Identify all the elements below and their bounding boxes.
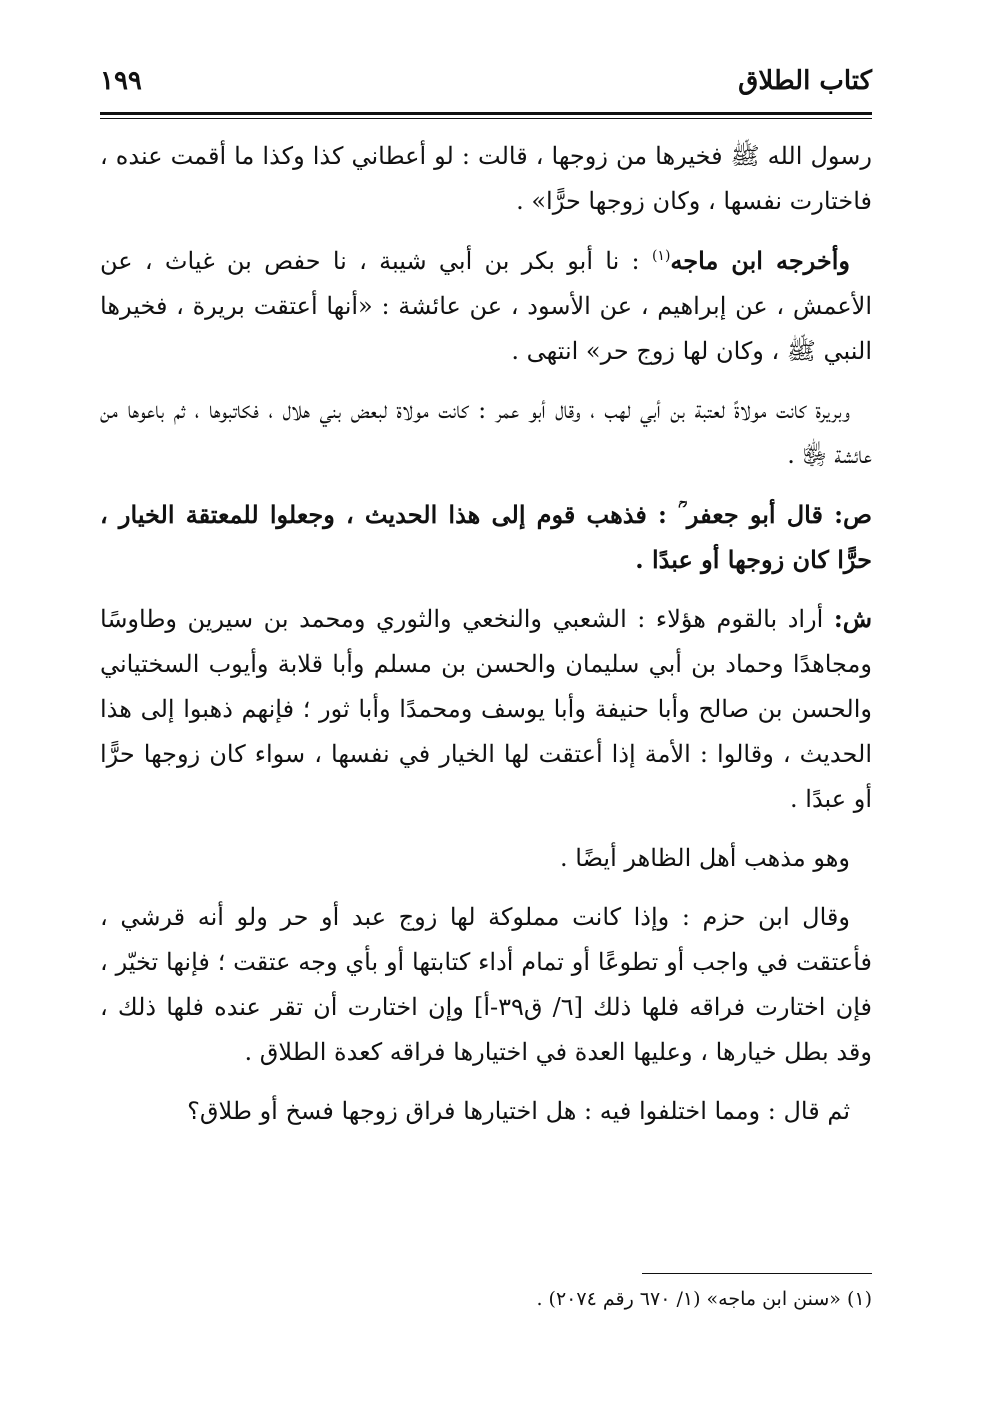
paragraph-barira xyxy=(100,388,872,478)
paragraph-text: رسول الله ﷺ فخيرها من زوجها ، قالت : لو أعطاني كذا وكذا ما أقمت عنده ، فاختارت نفسها ، وكان زوجها حرًّا» . xyxy=(100,142,872,215)
paragraph-sharh xyxy=(100,596,872,822)
footnote-marker: (١) xyxy=(651,248,671,264)
paragraph-zahiri xyxy=(100,836,872,881)
page-number: ١٩٩ xyxy=(100,66,142,96)
paragraph-ibn-hazm xyxy=(100,895,872,1075)
paragraph-text: أراد بالقوم هؤلاء : الشعبي والنخعي والثوري ومحمد بن سيرين وطاوسًا ومجاهدًا وحماد بن أبي سليمان والحسن بن مسلم وأبا قلابة وأيوب السختياني والحسن بن صالح وأبا حنيفة وأبا يوسف ومحمدًا وأبا ثور ؛ فإنهم ذهبوا إلى هذا الحديث ، وقالوا : الأمة إذا أعتقت لها الخيار في نفسها ، سواء كان زوجها حرًّا أو عبدًا . xyxy=(100,605,873,813)
paragraph-text: وهو مذهب أهل الظاهر أيضًا . xyxy=(560,844,850,872)
paragraph-lead: ص: xyxy=(834,500,872,529)
paragraph-lead: وأخرجه ابن ماجه xyxy=(670,246,850,275)
header-rule-thin xyxy=(100,118,872,119)
header-rule-thick xyxy=(100,112,872,115)
page-header xyxy=(100,60,872,106)
paragraph-text: قال أبو جعفر ؒ : فذهب قوم إلى هذا الحديث ، وجعلوا للمعتقة الخيار ، حرًّا كان زوجها أو عبدًا . xyxy=(100,500,872,574)
paragraph-text: وقال ابن حزم : وإذا كانت مملوكة لها زوج عبد أو حر ولو أنه قرشي ، فأعتقت في واجب أو تطوعًا أو تمام أداء كتابتها أو بأي وجه عتقت ؛ فإنها تخيّر ، فإن اختارت فراقه فلها ذلك [٦/ ق٣٩-أ] وإن اختارت أن تقر عنده فلها ذلك ، وقد بطل خيارها ، وعليها العدة في اختيارها فراقه كعدة الطلاق . xyxy=(100,903,872,1066)
book-page xyxy=(100,60,872,1360)
paragraph-text: وبريرة كانت مولاةً لعتبة بن أبي لهب ، وقال أبو عمر : كانت مولاة لبعض بني هلال ، فكاتبوها ، ثم باعوها من عائشة ﵂ . xyxy=(100,396,872,469)
footnote-separator xyxy=(642,1273,872,1274)
footnote: (١) «سنن ابن ماجه» (١/ ٦٧٠ رقم ٢٠٧٤) . xyxy=(536,1288,872,1310)
paragraph-lead: ش: xyxy=(833,604,872,633)
paragraph-matn xyxy=(100,492,872,582)
paragraph-hadith-continuation xyxy=(100,134,872,224)
paragraph-ibn-majah xyxy=(100,238,872,374)
page-body xyxy=(100,134,872,1148)
paragraph-text: : نا أبو بكر بن أبي شيبة ، نا حفص بن غياث ، عن الأعمش ، عن إبراهيم ، عن الأسود ، عن عائشة : «أنها أعتقت بريرة ، فخيرها النبي ﷺ ، وكان لها زوج حر» انتهى . xyxy=(100,247,872,365)
paragraph-text: ثم قال : ومما اختلفوا فيه : هل اختيارها فراق زوجها فسخ أو طلاق؟ xyxy=(187,1097,850,1125)
book-title: كتاب الطلاق xyxy=(738,66,872,96)
paragraph-question xyxy=(100,1089,872,1134)
